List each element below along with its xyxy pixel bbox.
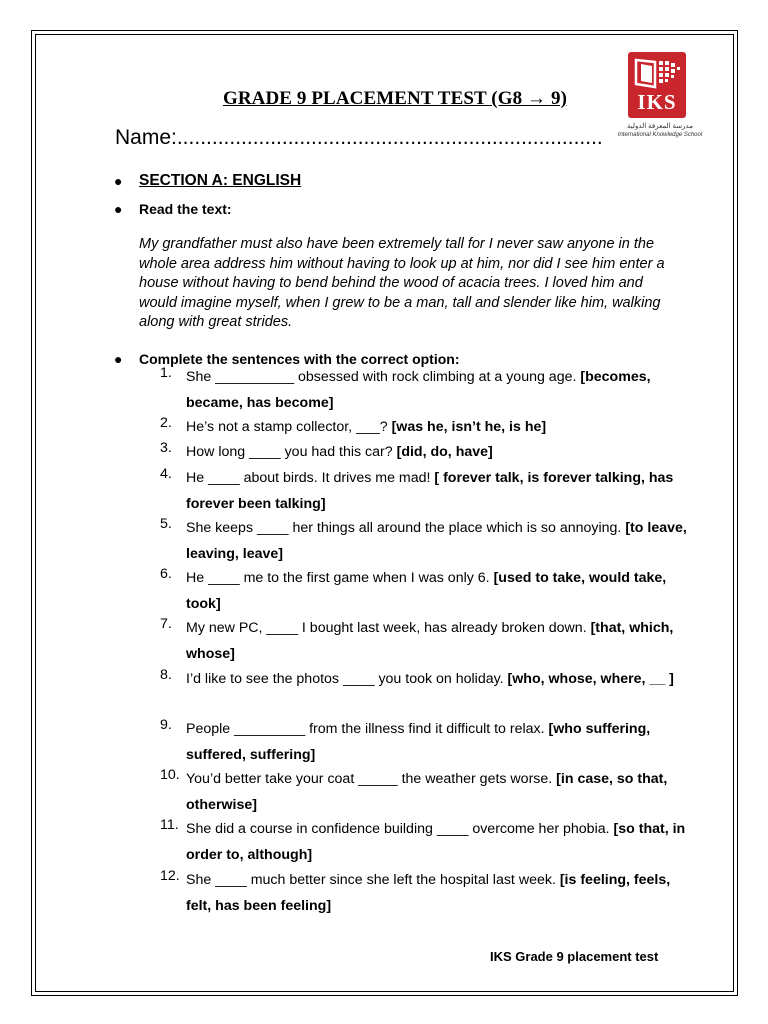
bullet-icon: ●: [114, 173, 123, 189]
bullet-icon: ●: [114, 201, 123, 217]
logo-letters: IKS: [637, 90, 677, 114]
question-number: 3.: [160, 440, 172, 456]
question-stem: I’d like to see the photos ____ you took on holiday.: [186, 671, 508, 687]
logo-arabic-name: مدرسة المعرفة الدولية: [627, 123, 693, 130]
answer-options: [used to take, would take, took]: [186, 570, 667, 612]
answer-options: [did, do, have]: [396, 444, 493, 460]
question-text: [186, 516, 691, 567]
instructions: Complete the sentences with the correct option:: [139, 351, 460, 367]
answer-options: [who suffering, suffered, suffering]: [186, 721, 651, 763]
question-stem: She keeps ____ her things all around the place which is so annoying.: [186, 520, 626, 536]
section-heading: SECTION A: ENGLISH: [139, 172, 302, 189]
answer-options: [is feeling, feels, felt, has been feeling]: [186, 872, 671, 914]
question-text: [186, 365, 691, 416]
footer-text: IKS Grade 9 placement test: [490, 949, 659, 964]
question-number: 6.: [160, 566, 172, 582]
answer-options: [so that, in order to, although]: [186, 821, 686, 863]
question-text: [186, 667, 691, 693]
question-number: 5.: [160, 516, 172, 532]
question-stem: She __________ obsessed with rock climbing at a young age.: [186, 369, 581, 385]
question-text: [186, 616, 691, 667]
answer-options: [in case, so that, otherwise]: [186, 771, 668, 813]
question-number: 10.: [160, 767, 180, 783]
question-text: [186, 415, 691, 441]
question-number: 9.: [160, 717, 172, 733]
question-text: [186, 868, 691, 919]
read-label: Read the text:: [139, 201, 232, 217]
question-stem: She did a course in confidence building ____ overcome her phobia.: [186, 821, 614, 837]
question-stem: My new PC, ____ I bought last week, has already broken down.: [186, 620, 591, 636]
question-text: [186, 767, 691, 818]
question-stem: You’d better take your coat _____ the weather gets worse.: [186, 771, 557, 787]
school-logo: [606, 52, 714, 142]
question-text: [186, 566, 691, 617]
question-stem: He’s not a stamp collector, ___?: [186, 419, 392, 435]
answer-options: [was he, isn’t he, is he]: [391, 419, 547, 435]
bullet-icon: ●: [114, 351, 123, 367]
answer-options: [who, whose, where, __ ]: [507, 671, 674, 687]
question-text: [186, 817, 691, 868]
question-number: 7.: [160, 616, 172, 632]
question-stem: People _________ from the illness find it difficult to relax.: [186, 721, 549, 737]
question-number: 12.: [160, 868, 180, 884]
question-number: 2.: [160, 415, 172, 431]
logo-english-name: International Knowledge School: [617, 132, 703, 138]
answer-options: [ forever talk, is forever talking, has forever been talking]: [186, 470, 674, 512]
book-pixel-icon: [628, 52, 686, 92]
reading-passage: My grandfather must also have been extremely tall for I never saw anyone in the whole area address him without having to look up at him, nor did I see him enter a house without having to bend behind the wood of acacia trees. I loved him and would imagine myself, when I grew to be a man, tall and slender like him, walking along with great strides.: [139, 236, 665, 330]
question-text: [186, 440, 691, 466]
question-stem: How long ____ you had this car?: [186, 444, 397, 460]
answer-options: [becomes, became, has become]: [186, 369, 651, 411]
answer-options: [to leave, leaving, leave]: [186, 520, 687, 562]
question-stem: She ____ much better since she left the hospital last week.: [186, 872, 560, 888]
question-number: 1.: [160, 365, 172, 381]
question-number: 8.: [160, 667, 172, 683]
question-text: [186, 466, 691, 517]
question-stem: He ____ me to the first game when I was only 6.: [186, 570, 494, 586]
question-text: [186, 717, 691, 768]
question-number: 4.: [160, 466, 172, 482]
question-number: 11.: [160, 817, 179, 833]
name-field-label: Name:.........................................................................: [115, 126, 603, 149]
answer-options: [that, which, whose]: [186, 620, 674, 662]
question-stem: He ____ about birds. It drives me mad!: [186, 470, 435, 486]
page-title: GRADE 9 PLACEMENT TEST (G8 → 9): [222, 88, 568, 109]
